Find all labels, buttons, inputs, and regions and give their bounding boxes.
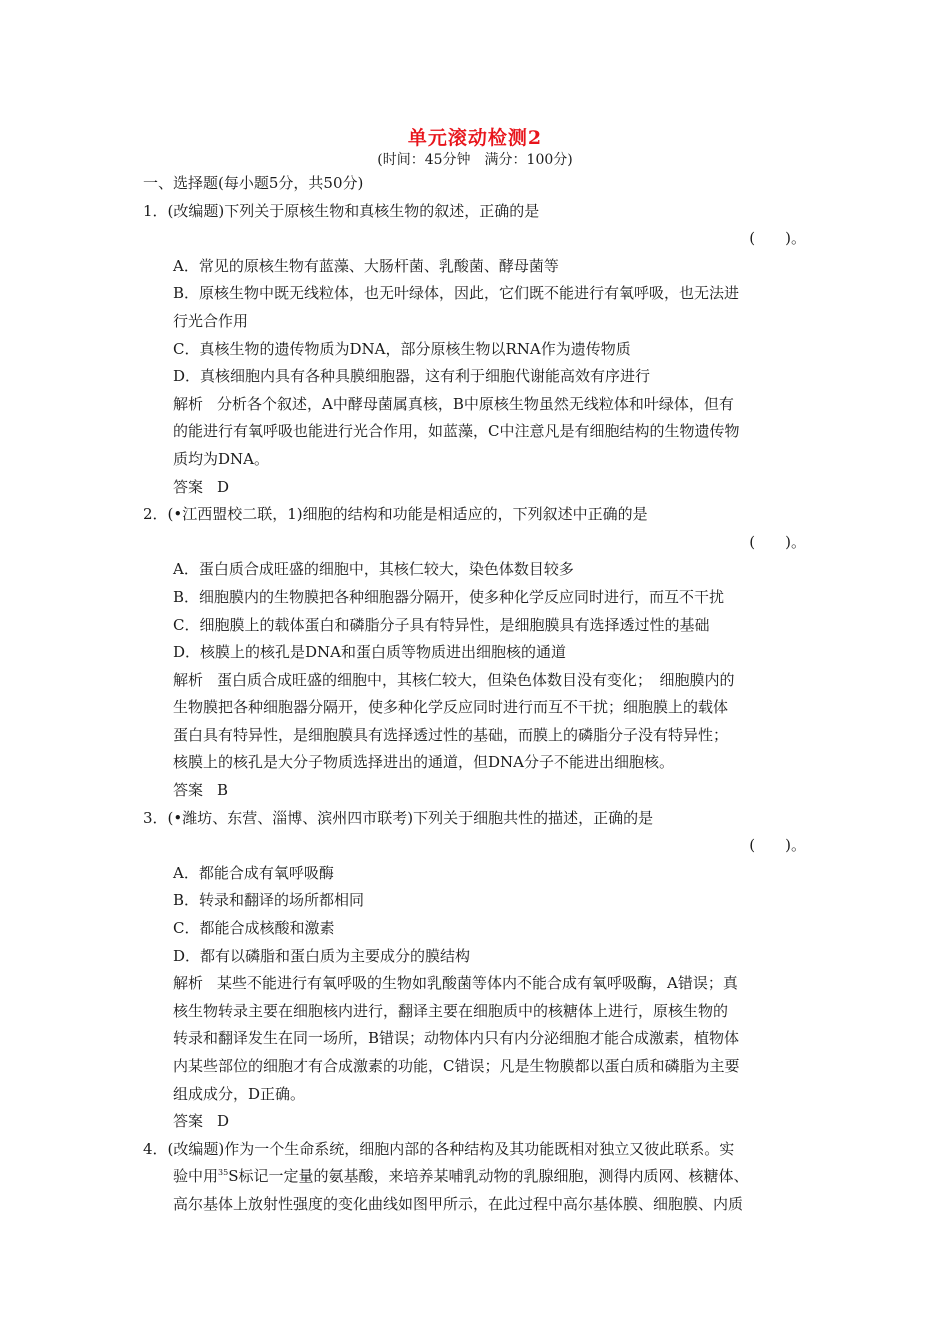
document-body bbox=[143, 170, 808, 1219]
question-2-answer bbox=[143, 777, 808, 805]
question-1-option-c: C．真核生物的遗传物质为DNA，部分原核生物以RNA作为遗传物质 bbox=[173, 339, 631, 358]
question-3-option-d: D．都有以磷脂和蛋白质为主要成分的膜结构 bbox=[173, 946, 471, 965]
question-2-answer-value: B bbox=[217, 781, 229, 800]
question-2-analysis bbox=[143, 667, 808, 695]
analysis-label: 解析 bbox=[173, 974, 204, 993]
question-2-answer-bracket: ( )。 bbox=[749, 532, 806, 551]
question-2-option-c: C．细胞膜上的载体蛋白和磷脂分子具有特异性，是细胞膜具有选择透过性的基础 bbox=[173, 615, 710, 634]
question-3-option-b: B．转录和翻译的场所都相同 bbox=[173, 891, 365, 910]
question-3-analysis-line-2: 核生物转录主要在细胞核内进行，翻译主要在细胞质中的核糖体上进行，原核生物的 bbox=[173, 1001, 729, 1020]
question-2-analysis-line-3: 蛋白具有特异性，是细胞膜具有选择透过性的基础，而膜上的磷脂分子没有特异性； bbox=[173, 725, 729, 744]
question-3-analysis-line-3: 转录和翻译发生在同一场所，B错误；动物体内只有内分泌细胞才能合成激素，植物体 bbox=[173, 1029, 740, 1048]
section-heading: 一、选择题(每小题5分，共50分) bbox=[143, 174, 364, 192]
question-1-answer-value: D bbox=[217, 477, 230, 496]
question-3-option-c: C．都能合成核酸和激素 bbox=[173, 919, 335, 938]
question-1-option-d: D．真核细胞内具有各种具膜细胞器，这有利于细胞代谢能高效有序进行 bbox=[173, 367, 651, 386]
question-1-answer bbox=[143, 474, 808, 502]
question-4-stem-line-2 bbox=[143, 1163, 808, 1191]
question-1-option-b: B．原核生物中既无线粒体，也无叶绿体，因此，它们既不能进行有氧呼吸，也无法进 bbox=[173, 284, 740, 303]
isotope-superscript: 35 bbox=[218, 1168, 229, 1178]
page-subtitle: (时间：45分钟 满分：100分) bbox=[377, 152, 573, 168]
question-2-stem: 2．(•江西盟校二联，1)细胞的结构和功能是相适应的，下列叙述中正确的是 bbox=[143, 505, 648, 524]
question-4-stem-text-continued: S标记一定量的氨基酸，来培养某哺乳动物的乳腺细胞，测得内质网、核糖体、 bbox=[228, 1167, 749, 1186]
question-4-stem: 4．(改编题)作为一个生命系统，细胞内部的各种结构及其功能既相对独立又彼此联系。实 bbox=[143, 1139, 735, 1158]
question-2-option-b: B．细胞膜内的生物膜把各种细胞器分隔开，使多种化学反应同时进行，而互不干扰 bbox=[173, 587, 725, 606]
question-3-analysis-text: 某些不能进行有氧呼吸的生物如乳酸菌等体内不能合成有氧呼吸酶，A错误；真 bbox=[217, 974, 738, 993]
question-3-analysis-line-4: 内某些部位的细胞才有合成激素的功能，C错误；凡是生物膜都以蛋白质和磷脂为主要 bbox=[173, 1057, 740, 1075]
question-1-analysis-line-3: 质均为DNA。 bbox=[173, 449, 269, 468]
question-1-option-b-continued: 行光合作用 bbox=[173, 311, 249, 330]
question-2-option-a: A．蛋白质合成旺盛的细胞中，其核仁较大，染色体数目较多 bbox=[173, 560, 574, 579]
question-3-analysis-line-5: 组成成分，D正确。 bbox=[173, 1084, 306, 1103]
question-2-option-d: D．核膜上的核孔是DNA和蛋白质等物质进出细胞核的通道 bbox=[173, 643, 567, 662]
analysis-label: 解析 bbox=[173, 394, 204, 413]
page-title: 单元滚动检测2 bbox=[407, 127, 543, 149]
analysis-label: 解析 bbox=[173, 670, 204, 689]
question-3-stem: 3．(•潍坊、东营、淄博、滨州四市联考)下列关于细胞共性的描述，正确的是 bbox=[143, 808, 654, 827]
question-2-analysis-line-2: 生物膜把各种细胞器分隔开，使多种化学反应同时进行而互不干扰；细胞膜上的载体 bbox=[173, 698, 729, 717]
question-2-analysis-text: 蛋白质合成旺盛的细胞中，其核仁较大，但染色体数目没有变化； 细胞膜内的 bbox=[217, 670, 735, 689]
question-1-stem: 1．(改编题)下列关于原核生物和真核生物的叙述，正确的是 bbox=[143, 201, 540, 220]
question-3-option-a: A．都能合成有氧呼吸酶 bbox=[173, 863, 334, 882]
answer-label: 答案 bbox=[173, 781, 204, 800]
question-1-analysis-line-2: 的能进行有氧呼吸也能进行光合作用，如蓝藻，C中注意凡是有细胞结构的生物遗传物 bbox=[173, 422, 740, 441]
question-1-analysis-text: 分析各个叙述，A中酵母菌属真核，B中原核生物虽然无线粒体和叶绿体，但有 bbox=[217, 394, 734, 413]
question-4-stem-text: 验中用 bbox=[173, 1167, 219, 1186]
question-4-stem-line-3: 高尔基体上放射性强度的变化曲线如图甲所示，在此过程中高尔基体膜、细胞膜、内质 bbox=[173, 1194, 744, 1213]
question-1-analysis bbox=[143, 391, 808, 419]
question-3-analysis bbox=[143, 970, 808, 998]
question-2-analysis-line-4: 核膜上的核孔是大分子物质选择进出的通道，但DNA分子不能进出细胞核。 bbox=[173, 753, 674, 772]
question-1-option-a: A．常见的原核生物有蓝藻、大肠杆菌、乳酸菌、酵母菌等 bbox=[173, 256, 559, 275]
question-1-answer-bracket: ( )。 bbox=[749, 229, 806, 248]
answer-label: 答案 bbox=[173, 477, 204, 496]
question-3-answer bbox=[143, 1108, 808, 1136]
question-3-answer-bracket: ( )。 bbox=[749, 836, 806, 855]
question-3-answer-value: D bbox=[217, 1112, 230, 1131]
answer-label: 答案 bbox=[173, 1112, 204, 1131]
